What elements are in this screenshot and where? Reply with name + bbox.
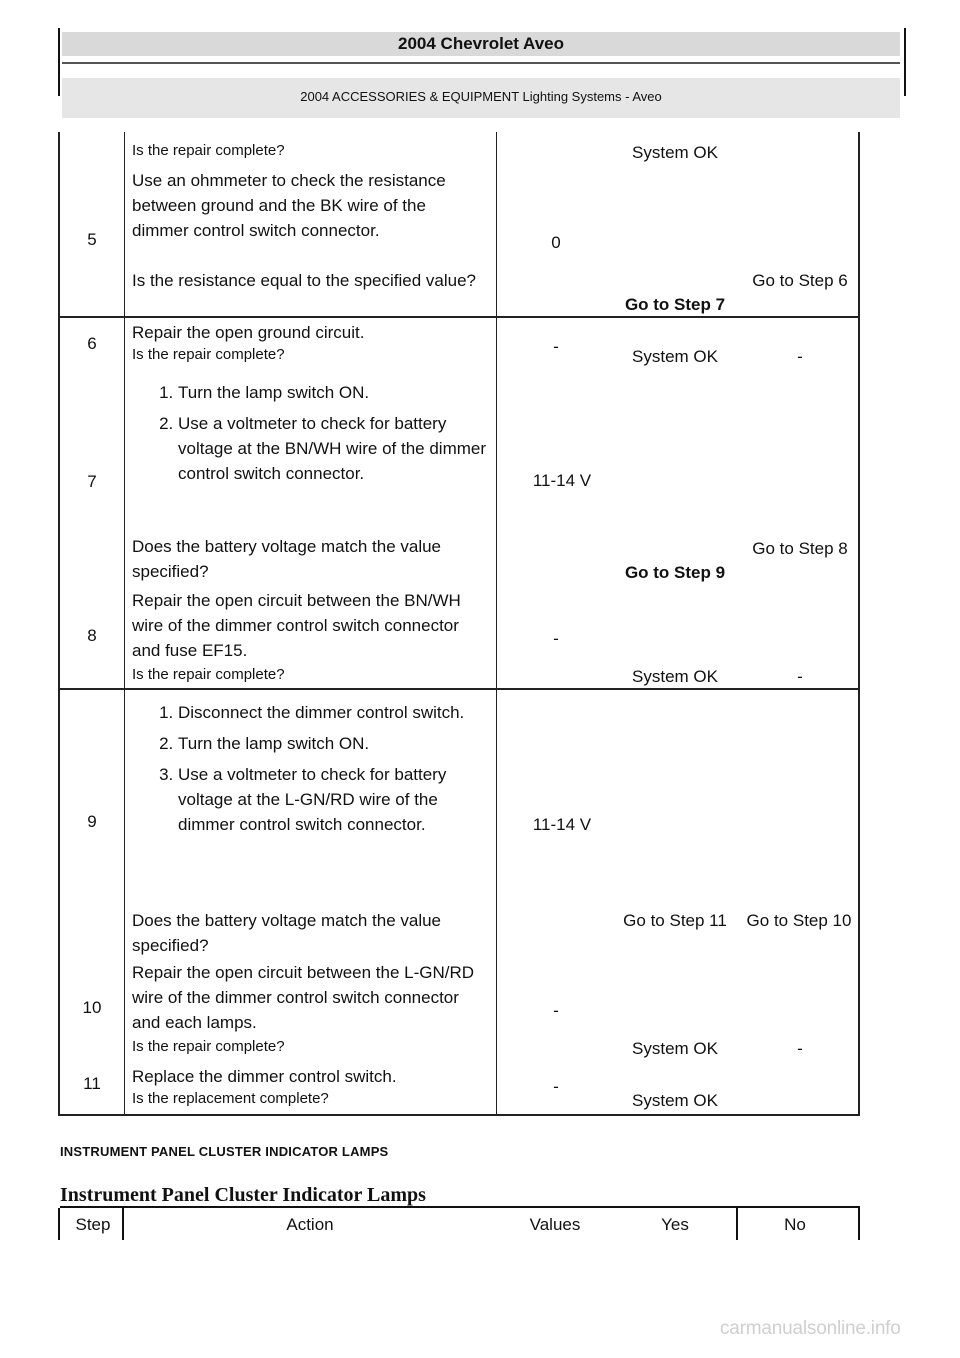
no-result[interactable]: Go to Step 8 [752, 539, 848, 558]
step-number: 9 [87, 812, 97, 831]
no-result[interactable]: Go to Step 6 [752, 271, 848, 290]
no-result: - [797, 1039, 803, 1058]
header-divider [736, 1208, 738, 1240]
yes-result: System OK [632, 1091, 718, 1110]
footer-watermark: carmanualsonline.info [720, 1318, 901, 1339]
yes-result: System OK [632, 143, 718, 162]
action-question: Is the repair complete? [132, 666, 285, 683]
page-header [58, 28, 906, 104]
action-question: Is the repair complete? [132, 1038, 285, 1055]
yes-result[interactable]: Go to Step 9 [624, 563, 726, 582]
value: - [553, 1077, 559, 1096]
step-number: 7 [87, 472, 97, 491]
header-subtitle: 2004 ACCESSORIES & EQUIPMENT Lighting Systems - Aveo [62, 78, 900, 118]
action-steps [132, 700, 492, 843]
section-title: INSTRUMENT PANEL CLUSTER INDICATOR LAMPS [60, 1144, 389, 1159]
column-header-step: Step [75, 1215, 111, 1234]
action-step: 3. Use a voltmeter to check for battery voltage at the L-GN/RD wire of the dimmer control switch connector. [178, 762, 492, 837]
table-caption: Instrument Panel Cluster Indicator Lamps [60, 1184, 426, 1206]
header-border-left [58, 28, 60, 96]
yes-result: System OK [632, 347, 718, 366]
column-header-yes: Yes [661, 1215, 689, 1234]
header-border-right [904, 28, 906, 96]
action-text: Repair the open circuit between the L-GN/RD wire of the dimmer control switch connector and each lamps. [132, 963, 475, 1032]
diagnostic-table [58, 132, 860, 1116]
header-divider [62, 62, 900, 64]
action-question: Does the battery voltage match the value specified? [132, 911, 442, 955]
action-step: 2. Turn the lamp switch ON. [178, 731, 492, 756]
action-steps [132, 380, 492, 492]
action-text: Replace the dimmer control switch. [132, 1067, 397, 1086]
header-divider [122, 1208, 124, 1240]
col-divider-step [124, 132, 125, 1114]
row-divider [60, 316, 858, 318]
action-text: Use an ohmmeter to check the resistance between ground and the BK wire of the dimmer control switch connector. [132, 171, 446, 240]
value: 0 [551, 233, 561, 252]
action-text: Is the repair complete? [132, 142, 285, 159]
column-header-no: No [784, 1215, 806, 1234]
step-number: 8 [87, 626, 97, 645]
action-question: Is the repair complete? [132, 346, 285, 363]
yes-result: System OK [632, 1039, 718, 1058]
value: - [553, 1001, 559, 1020]
yes-result[interactable]: Go to Step 11 [623, 911, 727, 930]
step-number: 6 [87, 334, 97, 353]
action-step: 2. Use a voltmeter to check for battery voltage at the BN/WH wire of the dimmer control switch connector. [178, 411, 492, 486]
action-step: 1. Disconnect the dimmer control switch. [178, 700, 492, 725]
column-header-action: Action [286, 1215, 334, 1234]
action-step: 1. Turn the lamp switch ON. [178, 380, 492, 405]
column-header-values: Values [529, 1215, 581, 1234]
header-divider [858, 1208, 860, 1240]
no-result[interactable]: Go to Step 10 [746, 911, 852, 930]
value: - [553, 337, 559, 356]
table-top-border [60, 1206, 860, 1208]
value: - [553, 629, 559, 648]
action-question: Is the resistance equal to the specified value? [132, 271, 476, 290]
col-divider-action [496, 132, 497, 1114]
header-title: 2004 Chevrolet Aveo [62, 32, 900, 56]
header-divider [58, 1208, 60, 1240]
action-text: Repair the open circuit between the BN/WH wire of the dimmer control switch connector and fuse EF15. [132, 591, 461, 660]
step-number: 5 [87, 230, 97, 249]
value: 11-14 V [532, 815, 592, 834]
action-question: Does the battery voltage match the value specified? [132, 537, 442, 581]
row-divider [60, 688, 858, 690]
action-question: Is the replacement complete? [132, 1090, 329, 1107]
action-text: Repair the open ground circuit. [132, 323, 365, 342]
no-result: - [797, 667, 803, 686]
step-number: 11 [83, 1074, 101, 1093]
yes-result[interactable]: Go to Step 7 [624, 295, 726, 314]
yes-result: System OK [632, 667, 718, 686]
step-number: 10 [82, 998, 102, 1017]
no-result: - [797, 347, 803, 366]
value: 11-14 V [532, 471, 592, 490]
